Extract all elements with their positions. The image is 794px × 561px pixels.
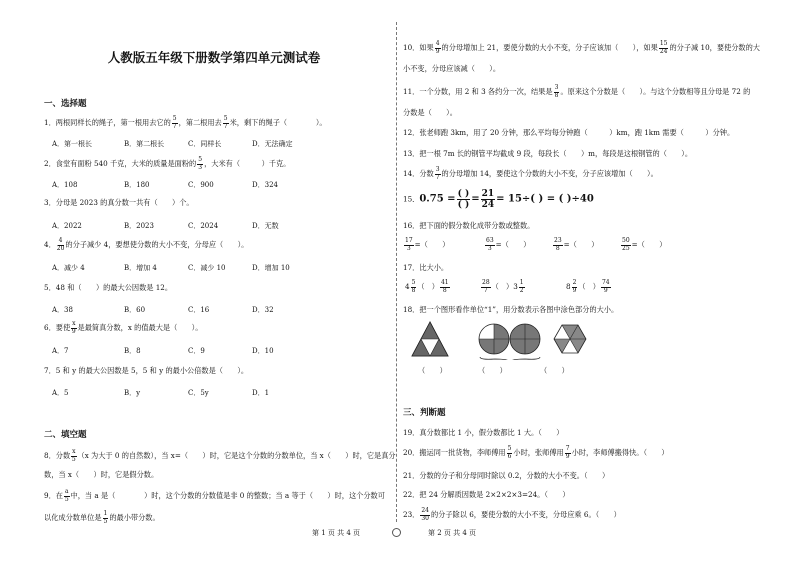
question-9-cont: 以化成分数单位是 $\frac{1}{5}$ 的最小带分数。	[44, 510, 160, 525]
q1-option-c: C．同样长	[188, 140, 222, 148]
q2-option-b: B．180	[124, 181, 150, 189]
q7-option-d: D．1	[252, 389, 270, 397]
q4-option-c: C．减少 10	[188, 264, 226, 272]
q4-option-b: B．增加 4	[124, 264, 157, 272]
q17-item-2: $\frac{28}{7}$ （ ）3 $\frac{1}{2}$	[482, 279, 524, 294]
q16-item-2: $\frac{63}{3}$ =（ ）	[486, 237, 531, 252]
question-18: 18．把一个图形看作单位“1”，用分数表示各图中涂色部分的大小。	[403, 305, 619, 314]
question-5: 5．48 和（ ）的最大公因数是 12。	[44, 283, 173, 292]
q2-option-c: C．900	[188, 181, 214, 189]
question-19: 19．真分数都比 1 小，假分数都比 1 大。（ ）	[403, 428, 564, 437]
q18-figures	[410, 320, 590, 360]
q4-option-d: D．增加 10	[252, 264, 290, 272]
q7-option-b: B．y	[124, 389, 141, 397]
question-14: 14．分数 $\frac{3}{7}$ 的分母增加 14，要使这个分数的大小不变，分子应该增加（ ）。	[403, 166, 658, 181]
q2-option-d: D．324	[252, 181, 278, 189]
q1-option-a: A．第一根长	[52, 140, 93, 148]
question-9: 9．在 $\frac{a}{5}$ 中，当 a 是（ ）时，这个分数的分数值是非 0 的整数；当 a 等于（ ）时，这个分数可	[44, 488, 385, 503]
question-17: 17．比大小。	[403, 263, 449, 272]
question-13: 13．把一根 7m 长的钢管平均截成 9 段，每段长（ ）m，每段是这根钢管的（ ）。	[403, 149, 693, 158]
q17-item-1: 4 $\frac{5}{8}$ （ ） $\frac{41}{8}$	[405, 279, 449, 294]
question-21: 21．分数的分子和分母同时除以 0.2，分数的大小不变。（ ）	[403, 471, 610, 480]
question-8-cont: 数，当 x（ ）时，它是假分数。	[44, 470, 159, 479]
q18-blank-1: （ ）	[418, 366, 447, 375]
q4-option-a: A．减少 4	[52, 264, 85, 272]
question-7: 7．5 和 y 的最大公因数是 5，5 和 y 的最小公倍数是（ ）。	[44, 366, 249, 375]
question-15: 15．0.75 = ( ) ( ) = $\frac{21}{24}$ = 15÷( ) = ( )÷40	[403, 189, 594, 210]
question-22: 22．把 24 分解质因数是 2×2×2×3=24。（ ）	[403, 490, 570, 499]
q6-option-c: C．9	[188, 347, 205, 355]
question-6: 6．要使 $\frac{x}{9}$ 是最简真分数，x 的值最大是（ ）。	[44, 320, 203, 335]
question-3: 3．分母是 2023 的真分数一共有（ ）个。	[44, 198, 194, 207]
q3-option-c: C．2024	[188, 222, 219, 230]
question-20: 20．搬运同一批货物，李师傅用 $\frac{5}{6}$ 小时，张师傅用 $\frac{7}{9}$ 小时，李师傅搬得快。（ ）	[403, 445, 669, 460]
q17-item-3: 8 $\frac{2}{9}$ （ ） $\frac{74}{9}$	[566, 279, 610, 294]
q16-item-3: $\frac{23}{8}$ =（ ）	[554, 237, 599, 252]
q2-option-a: A．108	[52, 181, 78, 189]
q16-item-1: $\frac{17}{3}$ =（ ）	[405, 237, 450, 252]
question-2: 2．食堂有面粉 540 千克，大米的质量是面粉的 $\frac{5}{3}$ ，大米有（ ）千克。	[44, 156, 291, 171]
question-4: 4． $\frac{4}{20}$ 的分子减少 4，要想使分数的大小不变，分母应（ ）。	[44, 237, 249, 252]
hexagon-figure	[554, 325, 586, 353]
q5-option-b: B．60	[124, 306, 146, 314]
q3-option-a: A．2022	[52, 222, 82, 230]
q18-blank-2: （ ）	[478, 366, 507, 375]
footer-left-page: 第 1 页 共 4 页	[312, 529, 361, 537]
page-title: 人教版五年级下册数学第四单元测试卷	[107, 50, 321, 65]
q1-option-b: B．第二根长	[124, 140, 165, 148]
q6-option-b: B．8	[124, 347, 141, 355]
q5-option-c: C．16	[188, 306, 210, 314]
q5-option-a: A．38	[52, 306, 73, 314]
question-16: 16．把下面的假分数化成带分数或整数。	[403, 221, 535, 230]
triangle-figure	[412, 322, 448, 356]
binding-hole-icon	[392, 528, 401, 537]
q18-blank-3: （ ）	[540, 366, 569, 375]
q3-option-d: D．无数	[252, 222, 279, 230]
page-divider	[396, 22, 397, 522]
two-circles-figure	[479, 324, 540, 360]
q6-option-d: D．10	[252, 347, 274, 355]
question-23: 23． $\frac{24}{30}$ 的分子除以 6，要使分数的大小不变，分母应乘 6。（ ）	[403, 507, 621, 522]
q6-option-a: A．7	[52, 347, 69, 355]
section-judge-heading: 三、判断题	[403, 408, 446, 418]
footer-right-page: 第 2 页 共 4 页	[428, 529, 477, 537]
section-fill-heading: 二、填空题	[44, 430, 87, 440]
q7-option-c: C．5y	[188, 389, 209, 397]
question-8: 8．分数 $\frac{x}{5}$ （x 为大于 0 的自然数），当 x=（ ）时，它是这个分数的分数单位，当 x（ ）时，它是真分	[44, 448, 396, 463]
question-11-cont: 分数是（ ）。	[403, 108, 457, 117]
q3-option-b: B．2023	[124, 222, 154, 230]
question-1: 1．两根同样长的绳子，第一根用去它的 $\frac{5}{7}$ ，第二根用去 $\frac{5}{7}$ 米，剩下的绳子（ ）。	[44, 115, 327, 130]
question-12: 12．张老师跑 3km，用了 20 分钟，那么平均每分钟跑（ ）km，跑 1km 需要（ ）分钟。	[403, 128, 735, 137]
question-10-cont: 小不变，分母应该减（ ）。	[403, 64, 501, 73]
question-11: 11．一个分数，用 2 和 3 各约分一次，结果是 $\frac{3}{8}$ 。原来这个分数是（ ）。与这个分数相等且分母是 72 的	[403, 84, 751, 99]
q7-option-a: A．5	[52, 389, 69, 397]
question-10: 10．如果 $\frac{4}{9}$ 的分母增加上 21，要使分数的大小不变，分子应该加（ ），如果 $\frac{15}{24}$ 的分子减 10，要使分数的大	[403, 40, 760, 55]
q16-item-4: $\frac{50}{25}$ =（ ）	[622, 237, 667, 252]
q5-option-d: D．32	[252, 306, 274, 314]
section-choice-heading: 一、选择题	[44, 99, 87, 109]
q1-option-d: D．无法确定	[252, 140, 293, 148]
